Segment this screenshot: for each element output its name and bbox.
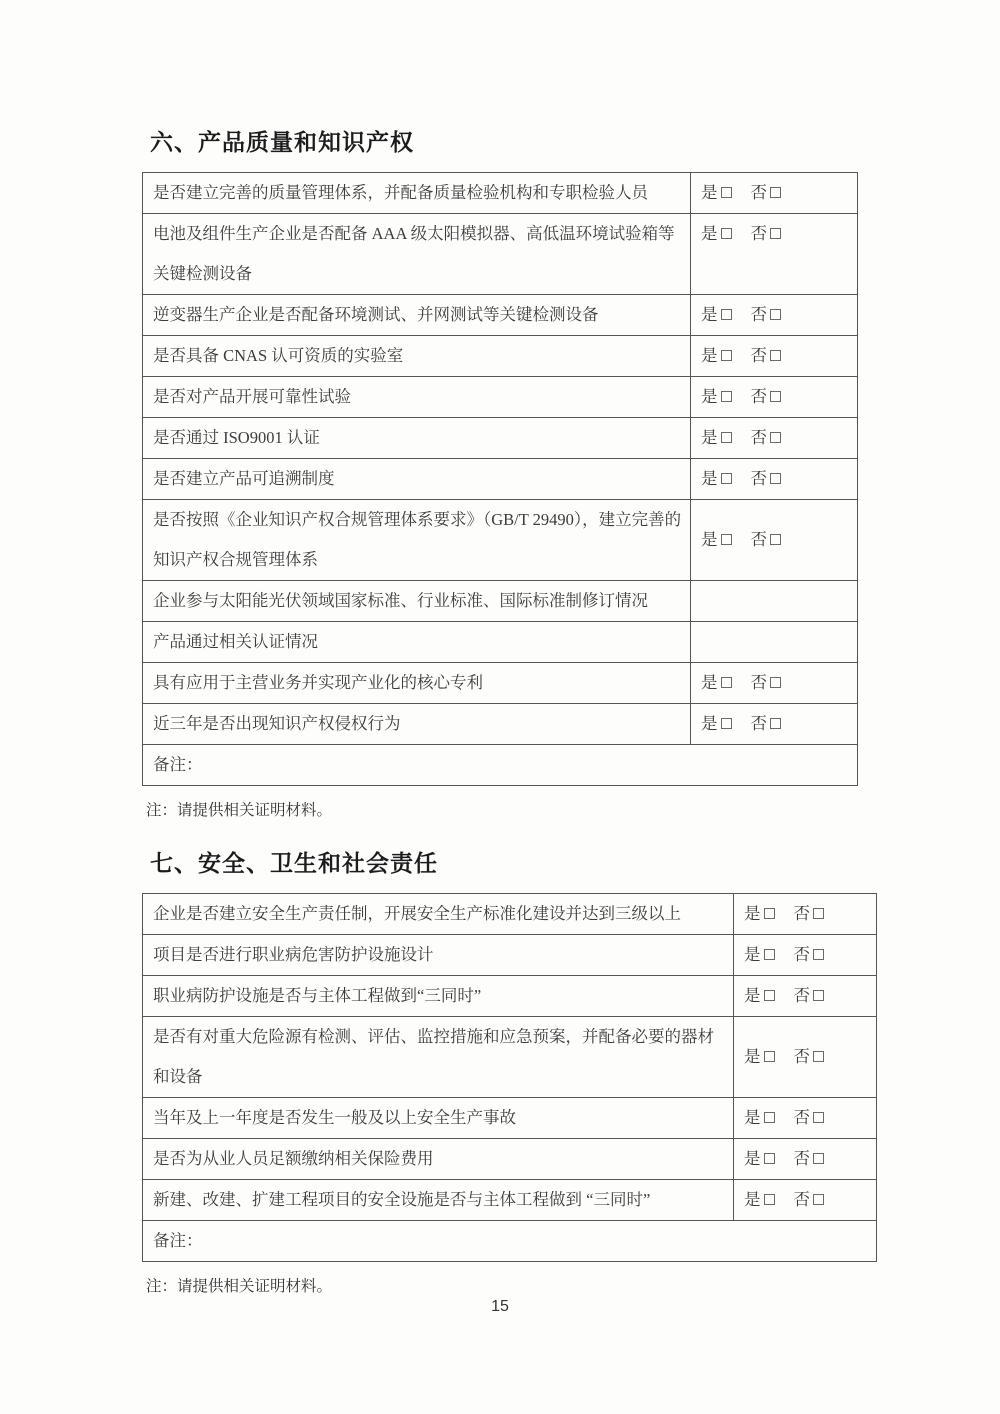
question-cell: 电池及组件生产企业是否配备 AAA 级太阳模拟器、高低温环境试验箱等关键检测设备 xyxy=(143,214,691,295)
no-option xyxy=(794,976,825,1016)
answer-cell xyxy=(734,1017,877,1098)
question-cell: 是否建立完善的质量管理体系，并配备质量检验机构和专职检验人员 xyxy=(143,173,691,214)
yes-label: 是 xyxy=(701,673,718,692)
yes-label: 是 xyxy=(701,224,718,243)
no-checkbox[interactable] xyxy=(813,1153,824,1164)
no-label: 否 xyxy=(793,986,810,1005)
yes-checkbox[interactable] xyxy=(721,473,732,484)
no-checkbox[interactable] xyxy=(770,309,781,320)
table-row xyxy=(143,1221,877,1262)
no-checkbox[interactable] xyxy=(813,1051,824,1062)
answer-cell xyxy=(734,1139,877,1180)
yes-label: 是 xyxy=(744,986,761,1005)
no-option xyxy=(794,1139,825,1179)
yes-option xyxy=(701,418,732,458)
answer-cell xyxy=(691,622,858,663)
no-checkbox[interactable] xyxy=(813,908,824,919)
remark-cell: 备注： xyxy=(143,1221,877,1262)
no-option xyxy=(794,1037,825,1077)
question-cell: 近三年是否出现知识产权侵权行为 xyxy=(143,704,691,745)
yes-option xyxy=(701,173,732,213)
no-option xyxy=(794,935,825,975)
table-row xyxy=(143,336,858,377)
yes-checkbox[interactable] xyxy=(764,949,775,960)
no-option xyxy=(751,704,782,744)
yes-option xyxy=(744,1139,775,1179)
yes-option xyxy=(744,1098,775,1138)
table-row xyxy=(143,173,858,214)
no-option xyxy=(751,459,782,499)
yes-option xyxy=(744,894,775,934)
answer-cell xyxy=(691,377,858,418)
yes-label: 是 xyxy=(744,1149,761,1168)
no-option xyxy=(751,418,782,458)
section6-table xyxy=(142,172,858,786)
table-row xyxy=(143,1098,877,1139)
section7-title: 七、安全、卫生和社会责任 xyxy=(150,850,438,876)
yes-option xyxy=(701,295,732,335)
no-label: 否 xyxy=(750,224,767,243)
answer-cell xyxy=(734,1098,877,1139)
question-cell: 企业参与太阳能光伏领域国家标准、行业标准、国际标准制修订情况 xyxy=(143,581,691,622)
table-row xyxy=(143,1180,877,1221)
question-cell: 当年及上一年度是否发生一般及以上安全生产事故 xyxy=(143,1098,734,1139)
section-gap xyxy=(142,822,882,849)
table-row xyxy=(143,663,858,704)
question-cell: 逆变器生产企业是否配备环境测试、并网测试等关键检测设备 xyxy=(143,295,691,336)
page-number: 15 xyxy=(491,1298,509,1315)
no-checkbox[interactable] xyxy=(770,534,781,545)
table-row xyxy=(143,214,858,295)
no-option xyxy=(751,295,782,335)
answer-cell xyxy=(691,704,858,745)
yes-checkbox[interactable] xyxy=(721,534,732,545)
no-option xyxy=(751,214,782,254)
yes-checkbox[interactable] xyxy=(721,228,732,239)
yes-option xyxy=(701,663,732,703)
yes-label: 是 xyxy=(744,1190,761,1209)
question-cell: 具有应用于主营业务并实现产业化的核心专利 xyxy=(143,663,691,704)
table-row xyxy=(143,935,877,976)
yes-checkbox[interactable] xyxy=(721,432,732,443)
answer-cell xyxy=(691,500,858,581)
yes-checkbox[interactable] xyxy=(764,1112,775,1123)
no-label: 否 xyxy=(793,1190,810,1209)
no-checkbox[interactable] xyxy=(813,949,824,960)
no-checkbox[interactable] xyxy=(770,677,781,688)
yes-option xyxy=(701,377,732,417)
section6-title: 六、产品质量和知识产权 xyxy=(150,129,414,155)
no-label: 否 xyxy=(750,387,767,406)
no-option xyxy=(794,1180,825,1220)
section7-table xyxy=(142,893,877,1262)
yes-checkbox[interactable] xyxy=(721,187,732,198)
no-checkbox[interactable] xyxy=(770,391,781,402)
yes-option xyxy=(701,336,732,376)
yes-option xyxy=(744,1037,775,1077)
answer-cell xyxy=(691,581,858,622)
no-option xyxy=(751,336,782,376)
answer-cell xyxy=(691,663,858,704)
table-row xyxy=(143,704,858,745)
no-label: 否 xyxy=(750,530,767,549)
question-cell: 企业是否建立安全生产责任制，开展安全生产标准化建设并达到三级以上 xyxy=(143,894,734,935)
no-option xyxy=(794,894,825,934)
yes-option xyxy=(744,976,775,1016)
no-label: 否 xyxy=(793,945,810,964)
no-checkbox[interactable] xyxy=(770,228,781,239)
table-row xyxy=(143,1139,877,1180)
yes-label: 是 xyxy=(701,530,718,549)
remark-cell: 备注： xyxy=(143,745,858,786)
question-cell: 是否具备 CNAS 认可资质的实验室 xyxy=(143,336,691,377)
yes-checkbox[interactable] xyxy=(764,1194,775,1205)
yes-label: 是 xyxy=(701,305,718,324)
yes-checkbox[interactable] xyxy=(721,350,732,361)
table-row xyxy=(143,459,858,500)
no-checkbox[interactable] xyxy=(770,432,781,443)
no-checkbox[interactable] xyxy=(770,187,781,198)
no-label: 否 xyxy=(793,1149,810,1168)
table-row xyxy=(143,418,858,459)
yes-label: 是 xyxy=(701,714,718,733)
answer-cell xyxy=(734,935,877,976)
table-row xyxy=(143,377,858,418)
question-cell: 产品通过相关认证情况 xyxy=(143,622,691,663)
yes-option xyxy=(744,1180,775,1220)
answer-cell xyxy=(691,459,858,500)
question-cell: 是否对产品开展可靠性试验 xyxy=(143,377,691,418)
table-row xyxy=(143,295,858,336)
no-label: 否 xyxy=(793,1108,810,1127)
table-row xyxy=(143,622,858,663)
answer-cell xyxy=(734,894,877,935)
no-checkbox[interactable] xyxy=(770,718,781,729)
table-row xyxy=(143,500,858,581)
section6-note: 注：请提供相关证明材料。 xyxy=(146,802,333,819)
yes-label: 是 xyxy=(744,904,761,923)
yes-checkbox[interactable] xyxy=(764,990,775,1001)
no-checkbox[interactable] xyxy=(813,1194,824,1205)
answer-cell xyxy=(691,173,858,214)
no-label: 否 xyxy=(750,428,767,447)
table-row xyxy=(143,976,877,1017)
answer-cell xyxy=(691,214,858,295)
yes-label: 是 xyxy=(744,1047,761,1066)
yes-option xyxy=(701,704,732,744)
section7-note: 注：请提供相关证明材料。 xyxy=(146,1278,333,1295)
no-label: 否 xyxy=(750,714,767,733)
yes-checkbox[interactable] xyxy=(764,908,775,919)
yes-option xyxy=(701,520,732,560)
question-cell: 是否按照《企业知识产权合规管理体系要求》（GB/T 29490），建立完善的知识产权合规管理体系 xyxy=(143,500,691,581)
yes-label: 是 xyxy=(701,387,718,406)
yes-label: 是 xyxy=(701,346,718,365)
no-label: 否 xyxy=(793,1047,810,1066)
table-row xyxy=(143,1017,877,1098)
table-row xyxy=(143,581,858,622)
question-cell: 职业病防护设施是否与主体工程做到“三同时” xyxy=(143,976,734,1017)
yes-checkbox[interactable] xyxy=(721,677,732,688)
yes-label: 是 xyxy=(701,428,718,447)
question-cell: 项目是否进行职业病危害防护设施设计 xyxy=(143,935,734,976)
yes-label: 是 xyxy=(701,469,718,488)
question-cell: 是否为从业人员足额缴纳相关保险费用 xyxy=(143,1139,734,1180)
no-option xyxy=(751,173,782,213)
no-option xyxy=(751,377,782,417)
table-row xyxy=(143,745,858,786)
no-option xyxy=(794,1098,825,1138)
no-checkbox[interactable] xyxy=(813,990,824,1001)
no-option xyxy=(751,520,782,560)
yes-option xyxy=(701,214,732,254)
page-content xyxy=(142,128,882,1298)
answer-cell xyxy=(734,976,877,1017)
no-checkbox[interactable] xyxy=(813,1112,824,1123)
no-label: 否 xyxy=(750,673,767,692)
yes-checkbox[interactable] xyxy=(721,309,732,320)
question-cell: 是否有对重大危险源有检测、评估、监控措施和应急预案，并配备必要的器材和设备 xyxy=(143,1017,734,1098)
no-label: 否 xyxy=(750,183,767,202)
no-label: 否 xyxy=(750,469,767,488)
no-option xyxy=(751,663,782,703)
answer-cell xyxy=(691,295,858,336)
yes-option xyxy=(744,935,775,975)
no-label: 否 xyxy=(750,346,767,365)
yes-label: 是 xyxy=(701,183,718,202)
yes-checkbox[interactable] xyxy=(721,391,732,402)
yes-checkbox[interactable] xyxy=(764,1051,775,1062)
yes-checkbox[interactable] xyxy=(721,718,732,729)
yes-checkbox[interactable] xyxy=(764,1153,775,1164)
question-cell: 新建、改建、扩建工程项目的安全设施是否与主体工程做到 “三同时” xyxy=(143,1180,734,1221)
no-checkbox[interactable] xyxy=(770,350,781,361)
no-label: 否 xyxy=(793,904,810,923)
no-label: 否 xyxy=(750,305,767,324)
yes-option xyxy=(701,459,732,499)
table-row xyxy=(143,894,877,935)
question-cell: 是否通过 ISO9001 认证 xyxy=(143,418,691,459)
yes-label: 是 xyxy=(744,1108,761,1127)
answer-cell xyxy=(691,336,858,377)
question-cell: 是否建立产品可追溯制度 xyxy=(143,459,691,500)
no-checkbox[interactable] xyxy=(770,473,781,484)
yes-label: 是 xyxy=(744,945,761,964)
answer-cell xyxy=(734,1180,877,1221)
answer-cell xyxy=(691,418,858,459)
